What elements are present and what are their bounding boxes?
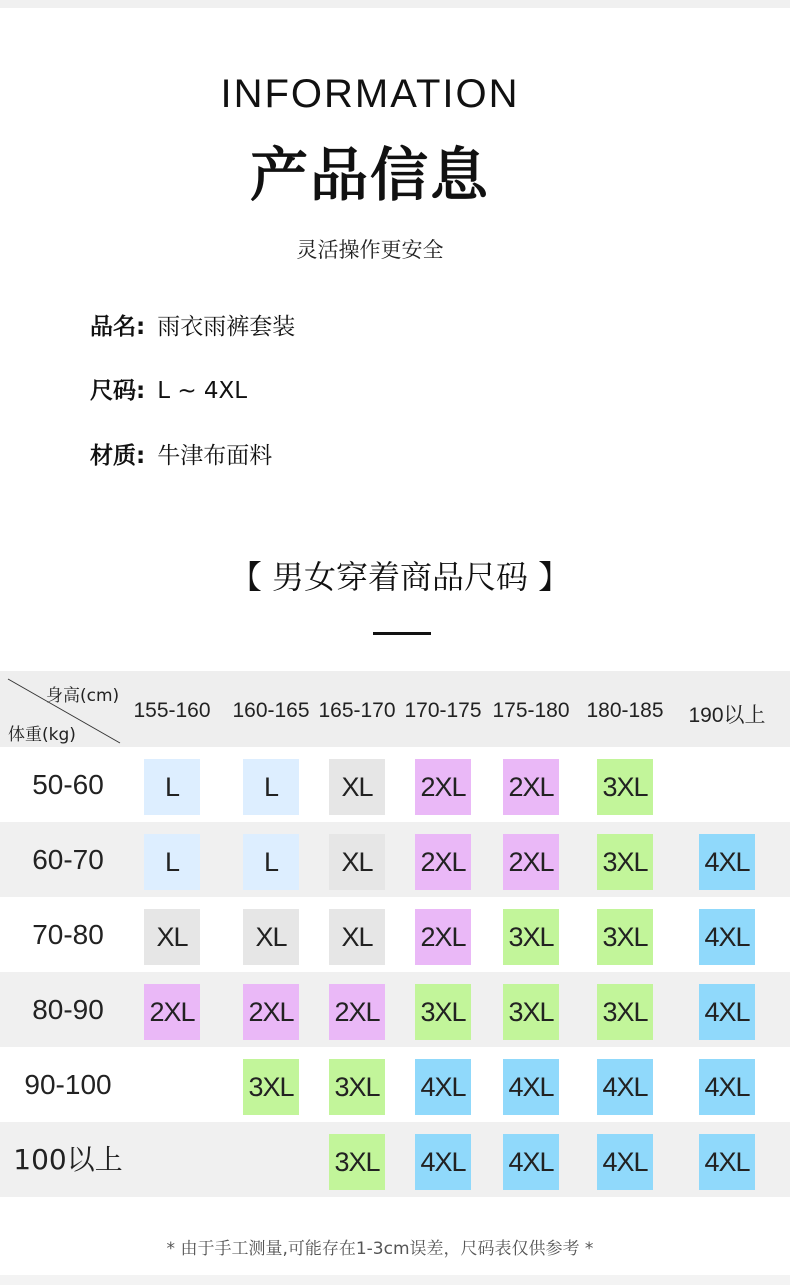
- measurement-note: * 由于手工测量,可能存在1-3cm误差，尺码表仅供参考 *: [166, 1239, 594, 1259]
- table-row: [0, 822, 790, 897]
- size-cell: 2XL: [415, 909, 471, 965]
- size-cell: 4XL: [699, 984, 755, 1040]
- height-column-header: 155-160: [133, 699, 211, 722]
- height-column-header: 160-165: [232, 699, 310, 722]
- size-cell: 3XL: [597, 909, 653, 965]
- info-row-material: [90, 437, 272, 470]
- size-cell: 3XL: [597, 759, 653, 815]
- size-cell: 4XL: [503, 1134, 559, 1190]
- size-cell: L: [243, 834, 299, 890]
- weight-row-label: 80-90: [32, 994, 104, 1025]
- size-cell: 2XL: [415, 759, 471, 815]
- size-cell: 4XL: [597, 1059, 653, 1115]
- weight-axis-label: 体重(kg): [8, 725, 76, 745]
- height-axis-label: 身高(cm): [46, 686, 120, 706]
- size-cell: 3XL: [597, 984, 653, 1040]
- table-row: [0, 1122, 790, 1197]
- size-chart-title: 【 男女穿着商品尺码 】: [229, 558, 571, 596]
- size-cell: 3XL: [415, 984, 471, 1040]
- size-cell: 3XL: [503, 984, 559, 1040]
- size-cell: 2XL: [503, 759, 559, 815]
- size-cell: 4XL: [699, 909, 755, 965]
- table-row: [0, 1047, 790, 1122]
- info-value: 雨衣雨裤套装: [157, 314, 296, 340]
- info-key: 材质:: [90, 443, 146, 469]
- size-cell: 4XL: [699, 1059, 755, 1115]
- weight-row-label: 100以上: [13, 1143, 123, 1176]
- size-cell: XL: [329, 834, 385, 890]
- page-title: 产品信息: [249, 141, 490, 209]
- size-cell: L: [144, 834, 200, 890]
- size-cell: L: [144, 759, 200, 815]
- title-underline: [373, 632, 431, 635]
- table-row: [0, 897, 790, 972]
- size-cell: 3XL: [243, 1059, 299, 1115]
- weight-row-label: 60-70: [32, 844, 104, 875]
- info-key: 尺码:: [90, 378, 146, 404]
- info-key: 品名:: [90, 314, 146, 340]
- size-cell: 2XL: [503, 834, 559, 890]
- table-header: [0, 671, 790, 747]
- weight-row-label: 90-100: [24, 1069, 112, 1100]
- size-cell: 3XL: [597, 834, 653, 890]
- height-column-header: 170-175: [404, 699, 482, 722]
- size-cell: 3XL: [329, 1134, 385, 1190]
- height-column-header: 165-170: [318, 699, 396, 722]
- english-title: INFORMATION: [220, 72, 520, 116]
- size-cell: 4XL: [415, 1134, 471, 1190]
- subtitle: 灵活操作更安全: [296, 238, 444, 262]
- info-value: L ~ 4XL: [157, 378, 248, 404]
- size-cell: 2XL: [329, 984, 385, 1040]
- info-row-name: [90, 308, 295, 341]
- bottom-divider-strip: [0, 1275, 790, 1285]
- size-cell: 3XL: [329, 1059, 385, 1115]
- top-divider-strip: [0, 0, 790, 8]
- size-cell: 4XL: [699, 834, 755, 890]
- size-cell: 4XL: [503, 1059, 559, 1115]
- weight-row-label: 70-80: [32, 919, 104, 950]
- height-column-header: 175-180: [492, 699, 570, 722]
- size-cell: XL: [144, 909, 200, 965]
- size-cell: 4XL: [415, 1059, 471, 1115]
- height-column-header: 180-185: [586, 699, 664, 722]
- size-cell: 2XL: [415, 834, 471, 890]
- size-cell: XL: [243, 909, 299, 965]
- size-cell: 4XL: [597, 1134, 653, 1190]
- size-cell: 4XL: [699, 1134, 755, 1190]
- info-value: 牛津布面料: [157, 443, 273, 469]
- size-cell: XL: [329, 909, 385, 965]
- height-column-header: 190以上: [688, 704, 766, 727]
- info-row-size: [90, 372, 247, 405]
- weight-row-label: 50-60: [32, 769, 104, 800]
- table-row: [0, 972, 790, 1047]
- size-cell: L: [243, 759, 299, 815]
- size-cell: XL: [329, 759, 385, 815]
- table-row: [0, 747, 790, 822]
- size-cell: 3XL: [503, 909, 559, 965]
- size-cell: 2XL: [243, 984, 299, 1040]
- size-cell: 2XL: [144, 984, 200, 1040]
